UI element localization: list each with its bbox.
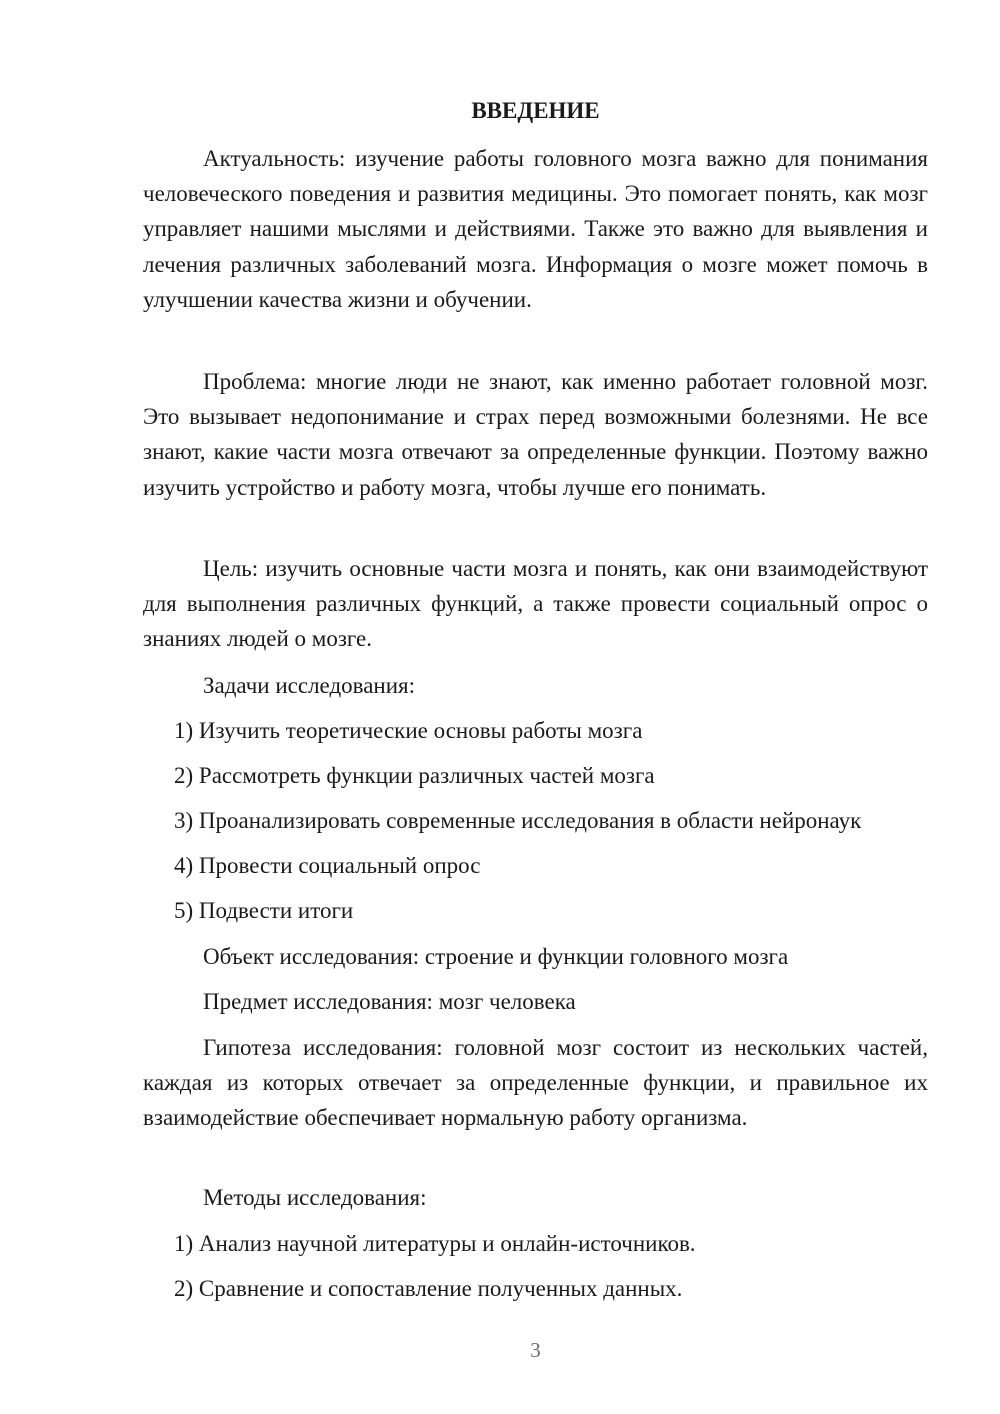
method-item: 1) Анализ научной литературы и онлайн-источников.: [174, 1231, 696, 1256]
page-title: ВВЕДЕНИЕ: [471, 98, 600, 123]
relevance-paragraph: Актуальность: изучение работы головного мозга важно для понимания человеческого поведения и развития медицины. Это помогает понять, как мозг управляет нашими мыслями и действиями. Также это важно для выявления и лечения различных заболеваний мозга. Информация о мозге может помочь в улучшении качества жизни и обучении.: [143, 146, 928, 312]
task-item: 5) Подвести итоги: [174, 898, 354, 923]
task-item: 3) Проанализировать современные исследования в области нейронаук: [174, 808, 862, 833]
page-number: 3: [530, 1338, 541, 1362]
research-subject: Предмет исследования: мозг человека: [203, 989, 576, 1014]
task-item: 1) Изучить теоретические основы работы мозга: [174, 718, 643, 743]
hypothesis-paragraph: Гипотеза исследования: головной мозг состоит из нескольких частей, каждая из которых отвечает за определенные функции, и правильное их взаимодействие обеспечивает нормальную работу организма.: [143, 1035, 928, 1131]
task-item: 4) Провести социальный опрос: [174, 853, 481, 878]
methods-label: Методы исследования:: [203, 1185, 427, 1210]
goal-paragraph: Цель: изучить основные части мозга и понять, как они взаимодействуют для выполнения различных функций, а также провести социальный опрос о знаниях людей о мозге.: [143, 556, 928, 652]
problem-paragraph: Проблема: многие люди не знают, как именно работает головной мозг. Это вызывает недопонимание и страх перед возможными болезнями. Не все знают, какие части мозга отвечают за определенные функции. Поэтому важно изучить устройство и работу мозга, чтобы лучше его понимать.: [143, 369, 928, 500]
tasks-label: Задачи исследования:: [203, 673, 416, 698]
task-item: 2) Рассмотреть функции различных частей мозга: [174, 763, 655, 788]
method-item: 2) Сравнение и сопоставление полученных данных.: [174, 1276, 683, 1301]
research-object: Объект исследования: строение и функции головного мозга: [203, 944, 789, 969]
